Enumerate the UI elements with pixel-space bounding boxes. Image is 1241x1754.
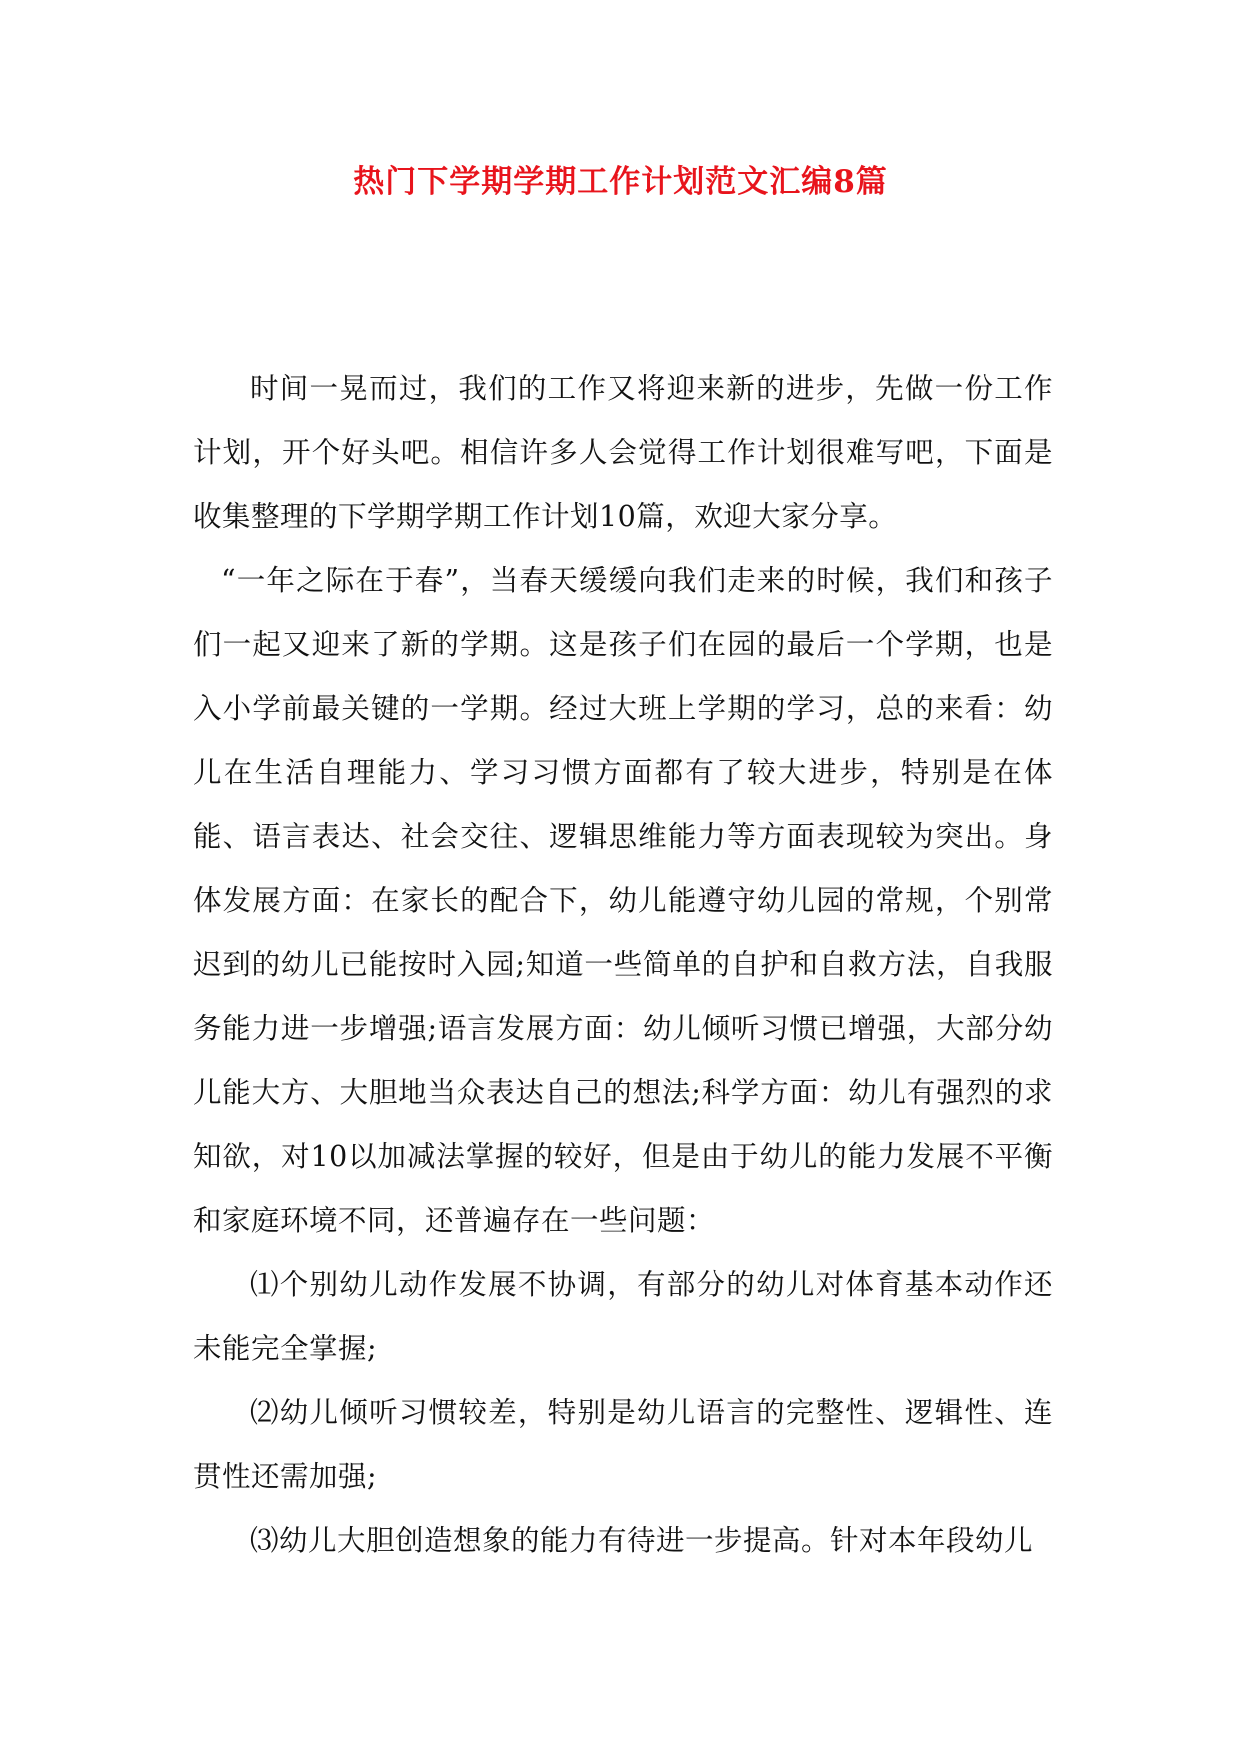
document-title: 热门下学期学期工作计划范文汇编8篇: [353, 164, 888, 200]
paragraph-intro: 时间一晃而过，我们的工作又将迎来新的进步，先做一份工作计划，开个好头吧。相信许多人会觉得工作计划很难写吧，下面是收集整理的下学期学期工作计划10篇，欢迎大家分享。: [193, 372, 1053, 533]
paragraph-issue-1: ⑴个别幼儿动作发展不协调，有部分的幼儿对体育基本动作还未能完全掌握;: [193, 1268, 1053, 1365]
paragraph-issue-3: ⑶幼儿大胆创造想象的能力有待进一步提高。针对本年段幼儿: [250, 1524, 1034, 1557]
document-body: [193, 357, 1053, 1573]
paragraph-issue-2: ⑵幼儿倾听习惯较差，特别是幼儿语言的完整性、逻辑性、连贯性还需加强;: [193, 1396, 1053, 1493]
paragraph-semester-overview: “一年之际在于春”，当春天缓缓向我们走来的时候，我们和孩子们一起又迎来了新的学期。这是孩子们在园的最后一个学期，也是入小学前最关键的一学期。经过大班上学期的学习，总的来看：幼儿在生活自理能力、学习习惯方面都有了较大进步，特别是在体能、语言表达、社会交往、逻辑思维能力等方面表现较为突出。身体发展方面：在家长的配合下，幼儿能遵守幼儿园的常规，个别常迟到的幼儿已能按时入园;知道一些简单的自护和自救方法，自我服务能力进一步增强;语言发展方面：幼儿倾听习惯已增强，大部分幼儿能大方、大胆地当众表达自己的想法;科学方面：幼儿有强烈的求知欲，对10以加减法掌握的较好，但是由于幼儿的能力发展不平衡和家庭环境不同，还普遍存在一些问题：: [193, 564, 1053, 1237]
